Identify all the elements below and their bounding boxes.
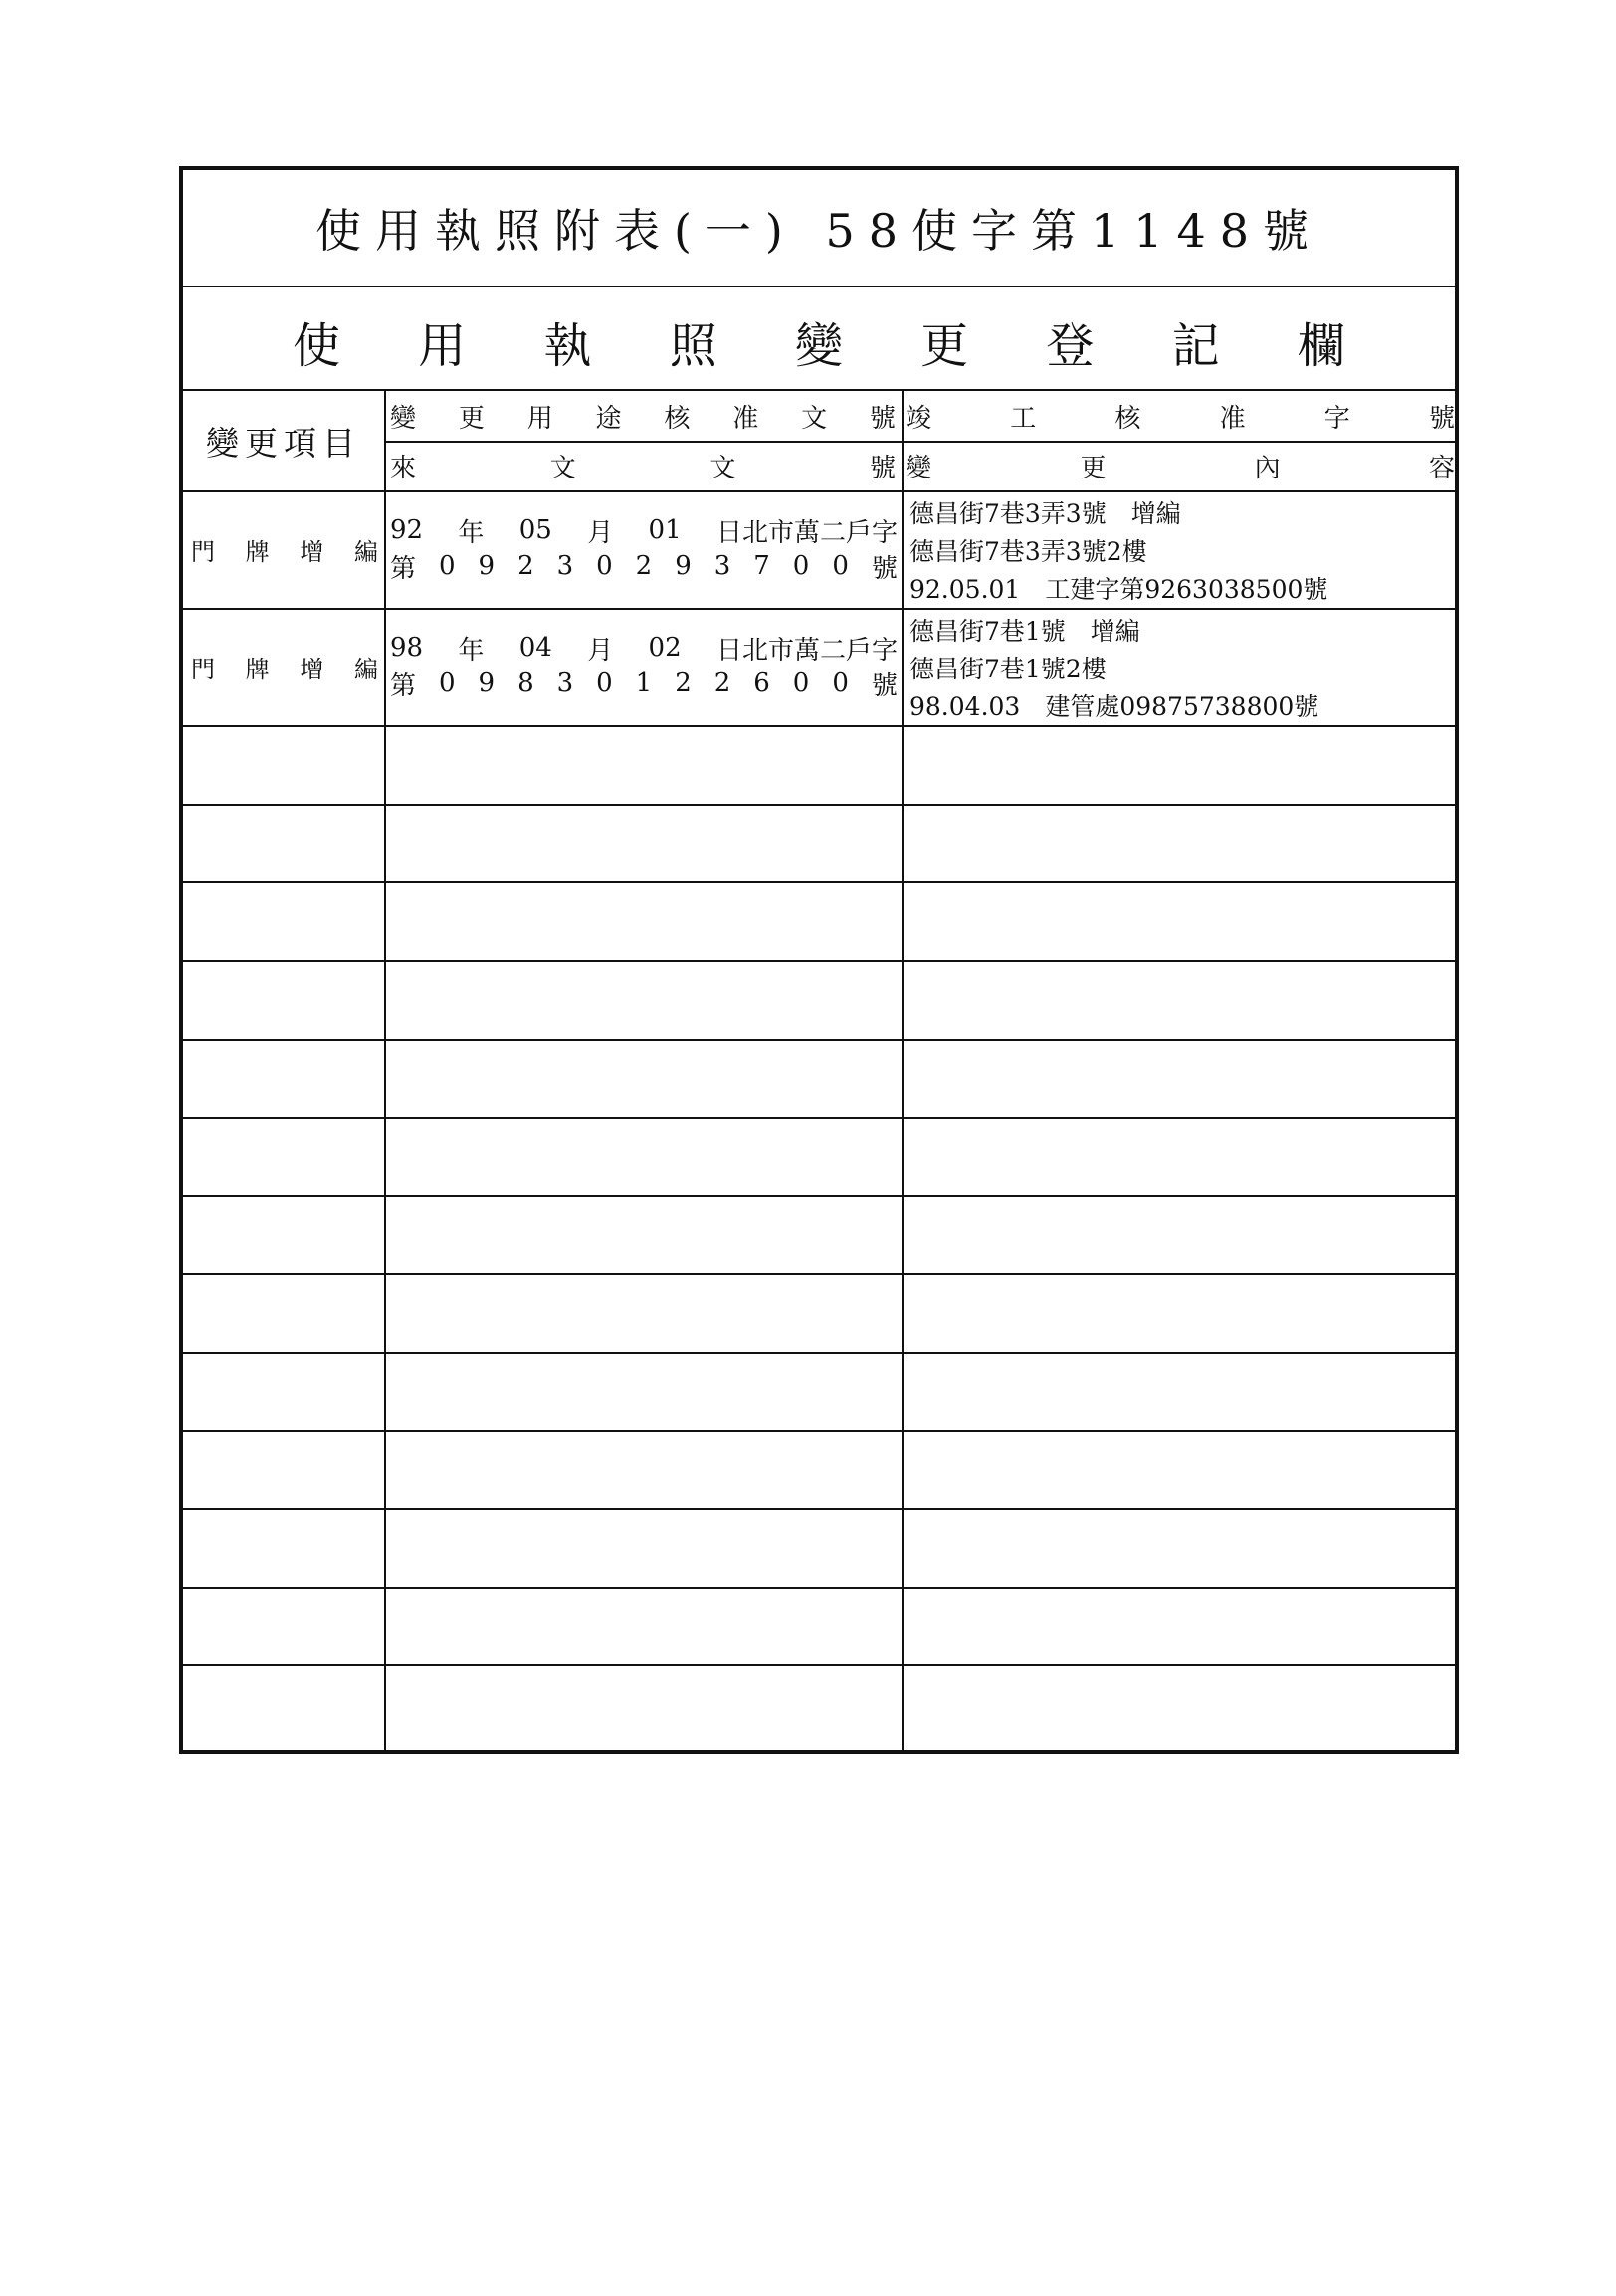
- page-title: 使用執照附表(一) 58使字第1148號: [314, 204, 1323, 258]
- subtitle-char: 變: [794, 318, 843, 374]
- doc-token: 0: [832, 669, 849, 698]
- row-item-char: 增: [300, 655, 324, 683]
- empty-row-line: [183, 804, 1455, 806]
- empty-row-line: [183, 1195, 1455, 1197]
- header-content-top-char: 字: [1323, 403, 1350, 434]
- header-content-top-char: 竣: [906, 403, 932, 434]
- header-doc-bottom-char: 號: [869, 453, 896, 483]
- subtitle-row: [183, 287, 1455, 391]
- header-doc-top-char: 變: [390, 403, 417, 434]
- header-doc-top-char: 准: [732, 403, 759, 434]
- row-content-line: 德昌街7巷1號2樓: [909, 655, 1107, 683]
- subtitle-char: 用: [418, 318, 467, 374]
- row-content-line: 98.04.03 建管處09875738800號: [909, 692, 1319, 721]
- doc-token: 02: [648, 633, 682, 663]
- doc-token: 號: [871, 553, 898, 584]
- row-line: [183, 725, 1455, 727]
- row-item-char: 牌: [245, 537, 270, 566]
- header-content-bottom-char: 更: [1080, 453, 1107, 483]
- header-content-top-char: 號: [1428, 403, 1455, 434]
- doc-token: 0: [439, 551, 456, 581]
- header-doc-bottom-char: 來: [390, 453, 417, 483]
- empty-row-line: [183, 1430, 1455, 1432]
- header-content-top-char: 准: [1219, 403, 1246, 434]
- empty-row-line: [183, 1273, 1455, 1275]
- subtitle-char: 欄: [1297, 318, 1345, 374]
- subtitle-char: 更: [920, 318, 969, 374]
- doc-token: 7: [753, 551, 770, 581]
- header-doc-bottom-char: 文: [709, 453, 736, 483]
- row-doc-line1: [386, 512, 902, 548]
- row-doc-line2: [386, 548, 902, 584]
- empty-row-line: [183, 1039, 1455, 1041]
- row-item-char: 牌: [245, 655, 270, 683]
- header-doc-top: [386, 391, 900, 441]
- row-content-line: 德昌街7巷1號 增編: [909, 617, 1140, 646]
- header-content-bottom: [902, 441, 1459, 490]
- doc-token: 04: [518, 633, 552, 663]
- license-appendix-sheet: [179, 166, 1459, 1754]
- col-line-b: [902, 391, 904, 1750]
- row-item-char: 門: [191, 655, 215, 683]
- doc-token: 2: [517, 551, 534, 581]
- doc-token: 第: [390, 670, 417, 701]
- doc-token: 8: [517, 669, 534, 698]
- row-content-line: 德昌街7巷3弄3號 增編: [909, 499, 1181, 528]
- doc-token: 92: [390, 515, 424, 545]
- empty-row-line: [183, 960, 1455, 962]
- doc-token: 月: [587, 635, 614, 666]
- header-content-bottom-char: 變: [906, 453, 932, 483]
- doc-token: 0: [832, 551, 849, 581]
- header-content-bottom-char: 容: [1428, 453, 1455, 483]
- doc-token: 9: [675, 551, 692, 581]
- doc-token: 3: [556, 669, 574, 698]
- row-item-char: 增: [300, 537, 324, 566]
- header-doc-top-char: 核: [664, 403, 691, 434]
- row-doc-line1: [386, 630, 902, 666]
- empty-row-line: [183, 1587, 1455, 1589]
- header-doc-bottom-char: 文: [549, 453, 576, 483]
- doc-token: 1: [635, 669, 653, 698]
- header-content-top-char: 工: [1010, 403, 1037, 434]
- header-doc-top-char: 更: [458, 403, 485, 434]
- doc-token: 號: [871, 670, 898, 701]
- subtitle-char: 登: [1046, 318, 1095, 374]
- doc-token: 年: [458, 635, 485, 666]
- header-doc-top-char: 文: [801, 403, 828, 434]
- row-item: [183, 608, 384, 725]
- doc-token: 0: [596, 669, 613, 698]
- doc-token: 2: [713, 669, 731, 698]
- header-content-top: [902, 391, 1459, 441]
- header-split-line: [384, 441, 1455, 443]
- header-doc-top-char: 用: [526, 403, 553, 434]
- row-content-line: 德昌街7巷3弄3號2樓: [909, 537, 1147, 566]
- subtitle-char: 使: [293, 318, 341, 374]
- doc-token: 月: [587, 517, 614, 548]
- row-content-line: 92.05.01 工建字第9263038500號: [909, 575, 1328, 604]
- row-item: [183, 490, 384, 608]
- empty-row-line: [183, 1508, 1455, 1510]
- subtitle-char: 照: [669, 318, 717, 374]
- doc-token: 日北市萬二戶字: [715, 517, 898, 548]
- empty-row-line: [183, 1352, 1455, 1354]
- header-content-bottom-char: 內: [1254, 453, 1281, 483]
- empty-row-line: [183, 881, 1455, 883]
- doc-token: 0: [596, 551, 613, 581]
- title-row: [183, 170, 1455, 287]
- doc-token: 2: [635, 551, 653, 581]
- doc-token: 年: [458, 517, 485, 548]
- doc-token: 9: [478, 669, 496, 698]
- doc-token: 0: [439, 669, 456, 698]
- header-doc-bottom: [386, 441, 900, 490]
- header-content-top-char: 核: [1114, 403, 1141, 434]
- empty-row-line: [183, 1117, 1455, 1119]
- doc-token: 日北市萬二戶字: [715, 635, 898, 666]
- doc-token: 第: [390, 553, 417, 584]
- doc-token: 3: [713, 551, 731, 581]
- doc-token: 01: [648, 515, 682, 545]
- doc-token: 6: [753, 669, 770, 698]
- doc-token: 2: [675, 669, 692, 698]
- col-line-a: [384, 391, 386, 1750]
- header-doc-top-char: 號: [869, 403, 896, 434]
- doc-token: 05: [518, 515, 552, 545]
- row-doc-line2: [386, 666, 902, 701]
- subtitle-char: 執: [543, 318, 592, 374]
- row-item-char: 門: [191, 537, 215, 566]
- doc-token: 0: [792, 551, 810, 581]
- row-item-char: 編: [353, 537, 378, 566]
- header-doc-top-char: 途: [595, 403, 622, 434]
- row-item-char: 編: [353, 655, 378, 683]
- doc-token: 3: [556, 551, 574, 581]
- empty-row-line: [183, 1664, 1455, 1666]
- doc-token: 9: [478, 551, 496, 581]
- header-item: 變更項目: [206, 423, 361, 463]
- subtitle: [293, 307, 1345, 376]
- doc-token: 0: [792, 669, 810, 698]
- subtitle-char: 記: [1171, 318, 1220, 374]
- doc-token: 98: [390, 633, 424, 663]
